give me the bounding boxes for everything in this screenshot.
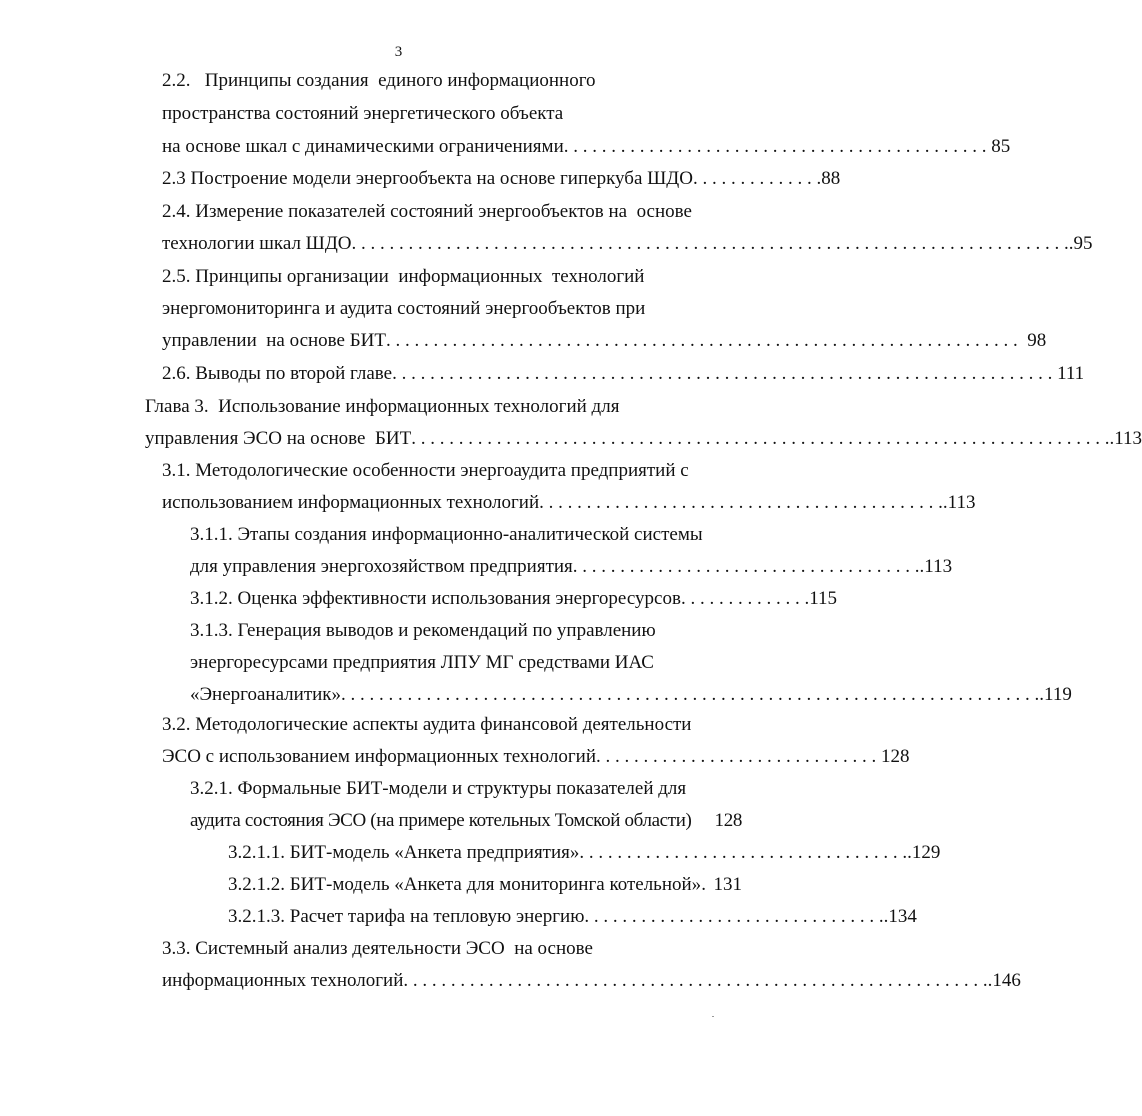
toc-text: ЭСО с использованием информационных технологий — [162, 746, 597, 767]
toc-text: 2.3 Построение модели энергообъекта на основе гиперкуба ШДО — [162, 168, 693, 189]
toc-text: 3.2. Методологические аспекты аудита финансовой деятельности — [162, 714, 692, 735]
toc-line — [162, 359, 1085, 389]
toc-page: 115 — [809, 588, 837, 609]
toc-text: «Энергоаналитик» — [190, 684, 342, 705]
toc-line — [162, 294, 645, 324]
toc-text: 2.2. Принципы создания единого информационного — [162, 70, 596, 91]
toc-line — [162, 326, 1047, 356]
toc-leader: . . . . . . . . . . . . . . . . . . . . . . . . . . . . . . . . . . . . . . . . . . . . . — [563, 136, 987, 157]
toc-page: .134 — [883, 906, 917, 927]
toc-leader: . . . . . . . . . . . . . . . . . . . . . . . . . . . . . . . . . . . . . . . . . . . . . . . . . . . . . . . . . . . . . . . . . . . — [385, 330, 1018, 351]
toc-text: 3.1.1. Этапы создания информационно-аналитической системы — [190, 524, 703, 545]
toc-text: 3.2.1.2. БИТ-модель «Анкета для мониторинга котельной» — [228, 874, 702, 895]
toc-line — [190, 648, 654, 678]
toc-page: 111 — [1052, 363, 1085, 384]
toc-text: использованием информационных технологий — [162, 492, 540, 513]
toc-leader: . . . . . . . . . . . . . . . . . . . . . . . . . . . . . . . . . . . . . . . . . . . . . . . . . . . . . . . . . . . . . . . . . . . . . . — [392, 363, 1053, 384]
toc-line — [162, 66, 596, 96]
scan-speck — [712, 1016, 714, 1017]
toc-page: .146 — [987, 970, 1021, 991]
toc-page: 88 — [821, 168, 841, 189]
toc-page: .95 — [1068, 233, 1093, 254]
toc-text: управлении на основе БИТ — [162, 330, 386, 351]
toc-line — [190, 680, 1072, 710]
toc-text: 3.1.3. Генерация выводов и рекомендаций по управлению — [190, 620, 656, 641]
toc-line — [162, 262, 644, 292]
toc-text: аудита состояния ЭСО (на примере котельных Томской области) — [190, 810, 692, 831]
toc-page: .113 — [919, 556, 953, 577]
toc-page: 85 — [986, 136, 1011, 157]
toc-text: 3.3. Системный анализ деятельности ЭСО на основе — [162, 938, 593, 959]
toc-leader: . . . . . . . . . . . . . . . . . . . . . . . . . . . . . . . . . . . . . . . . . . . . . . . . . . . . . . . . . . . . . . . . . . . . . . . . . . . . — [351, 233, 1069, 254]
toc-line — [162, 99, 563, 129]
toc-line — [190, 584, 837, 614]
toc-line — [162, 132, 1011, 162]
toc-text: 3.1.2. Оценка эффективности использования энергоресурсов — [190, 588, 681, 609]
toc-page: 128 — [876, 746, 910, 767]
toc-leader: . . . . . . . . . . . . . . . . . . . . . . . . . . . . . . . . . . . . . — [572, 556, 920, 577]
toc-text: управления ЭСО на основе БИТ — [145, 428, 412, 449]
toc-line — [162, 488, 976, 518]
toc-leader: . . . . . . . . . . . . . . . . . . . . . . . . . . . . . . . . . . . . . . . . . . . . . . . . . . . . . . . . . . . . . . — [403, 970, 988, 991]
toc-page: 98 — [1017, 330, 1047, 351]
toc-line — [228, 838, 941, 868]
toc-text: Глава 3. Использование информационных технологий для — [145, 396, 620, 417]
toc-line — [162, 456, 689, 486]
toc-text: 2.4. Измерение показателей состояний энергообъектов на основе — [162, 201, 692, 222]
toc-text: 2.5. Принципы организации информационных технологий — [162, 266, 645, 287]
toc-text: 3.2.1.3. Расчет тарифа на тепловую энергию — [228, 906, 585, 927]
toc-line — [162, 966, 1021, 996]
toc-page: .113 — [942, 492, 976, 513]
toc-line — [228, 902, 917, 932]
toc-text: 2.6. Выводы по второй главе — [162, 363, 393, 384]
toc-line — [162, 229, 1093, 259]
toc-line — [162, 742, 910, 772]
toc-line — [190, 552, 953, 582]
toc-page: .113 — [1109, 428, 1142, 449]
toc-text: для управления энергохозяйством предприятия — [190, 556, 573, 577]
toc-leader: . . . . . . . . . . . . . . . . . . . . . . . . . . . . . . . . . . . . . . . . . . . . . . . . . . . . . . . . . . . . . . . . . . . . . . . . . . — [411, 428, 1110, 449]
toc-line — [162, 710, 691, 740]
toc-text: технологии шкал ШДО — [162, 233, 352, 254]
toc-page: 128 — [714, 810, 742, 831]
toc-text: пространства состояний энергетического объекта — [162, 103, 564, 124]
toc-page: .119 — [1039, 684, 1072, 705]
toc-line — [162, 164, 841, 194]
toc-leader: . — [701, 874, 706, 895]
toc-text: 3.2.1.1. БИТ-модель «Анкета предприятия» — [228, 842, 580, 863]
toc-leader: . . . . . . . . . . . . . . . . . . . . . . . . . . . . . . . . . . . — [579, 842, 908, 863]
toc-text: энергоресурсами предприятия ЛПУ МГ средствами ИАС — [190, 652, 654, 673]
toc-line — [145, 424, 1142, 454]
toc-leader: . . . . . . . . . . . . . . . . . . . . . . . . . . . . . . — [596, 746, 877, 767]
toc-leader: . . . . . . . . . . . . . . . . . . . . . . . . . . . . . . . . . . . . . . . . . . . — [539, 492, 943, 513]
toc-line — [190, 616, 656, 646]
toc-leader: . . . . . . . . . . . . . . . . . . . . . . . . . . . . . . . . . . . . . . . . . . . . . . . . . . . . . . . . . . . . . . . . . . . . . . . . . . — [341, 684, 1040, 705]
toc-line — [190, 806, 742, 836]
page-number: 3 — [394, 44, 403, 60]
toc-line — [190, 774, 686, 804]
toc-text: на основе шкал с динамическими ограничениями — [162, 136, 564, 157]
toc-page: .129 — [907, 842, 941, 863]
toc-text: информационных технологий — [162, 970, 404, 991]
toc-text: 3.1. Методологические особенности энергоаудита предприятий с — [162, 460, 689, 481]
toc-leader — [692, 806, 715, 836]
toc-text: энергомониторинга и аудита состояний энергообъектов при — [162, 298, 646, 319]
toc-line — [190, 520, 703, 550]
toc-leader: . . . . . . . . . . . . . . — [693, 168, 822, 189]
toc-leader: . . . . . . . . . . . . . . . . . . . . . . . . . . . . . . . . — [584, 906, 884, 927]
toc-line — [228, 870, 742, 900]
toc-line — [162, 934, 593, 964]
toc-line — [145, 392, 619, 422]
toc-line — [162, 197, 692, 227]
toc-leader: . . . . . . . . . . . . . . — [680, 588, 810, 609]
toc-text: 3.2.1. Формальные БИТ-модели и структуры показателей для — [190, 778, 687, 799]
toc-page: 131 — [708, 874, 742, 895]
